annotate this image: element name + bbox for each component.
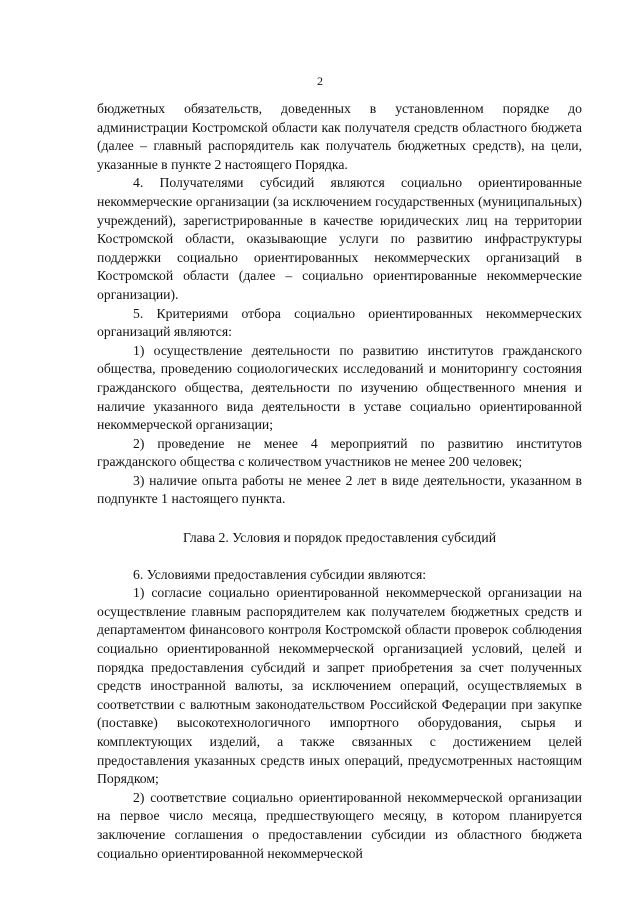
paragraph-item-4: 4. Получателями субсидий являются социально ориентированные некоммерческие организации (за исключением государственных (муниципальных) учреждений), зарегистрированные в качестве юридических лиц на территории Костромской области, оказывающие услуги по развитию инфраструктуры поддержки социально ориентированных некоммерческих организаций в Костромской области (далее – социально ориентированные некоммерческие организации).	[97, 175, 582, 302]
chapter-title: Глава 2. Условия и порядок предоставления субсидий	[182, 530, 497, 546]
document-body	[97, 100, 582, 863]
paragraph-item-5-3: 3) наличие опыта работы не менее 2 лет в виде деятельности, указанном в подпункте 1 настоящего пункта.	[97, 472, 582, 507]
paragraph-item-5-1: 1) осуществление деятельности по развитию институтов гражданского общества, проведению социологических исследований и мониторингу состояния гражданского общества, деятельности по изучению общественного мнения и наличие указанного вида деятельности в уставе социально ориентированной некоммерческой организации;	[97, 342, 582, 433]
paragraph-item-6: 6. Условиями предоставления субсидии являются:	[133, 566, 427, 582]
paragraph-continuation: бюджетных обязательств, доведенных в установленном порядке до администрации Костромской области как получателя средств областного бюджета (далее – главный распорядитель как получатель бюджетных средств), на цели, указанные в пункте 2 настоящего Порядка.	[97, 101, 582, 172]
paragraph-item-6-1: 1) согласие социально ориентированной некоммерческой организации на осуществление главным распорядителем как получателем бюджетных средств и департаментом финансового контроля Костромской области проверок соблюдения социально ориентированной некоммерческой организацией условий, целей и порядка предоставления субсидий и запрет приобретения за счет полученных средств иностранной валюты, за исключением операций, осуществляемых в соответствии с валютным законодательством Российской Федерации при закупке (поставке) высокотехнологичного импортного оборудования, сырья и комплектующих изделий, а также связанных с достижением целей предоставления указанных средств иных операций, предусмотренных настоящим Порядком;	[97, 585, 582, 787]
page-number: 2	[317, 74, 323, 88]
paragraph-item-6-2: 2) соответствие социально ориентированной некоммерческой организации на первое число месяца, предшествующего месяцу, в котором планируется заключение соглашения о предоставлении субсидии из областного бюджета социально ориентированной некоммерческой	[97, 789, 582, 861]
paragraph-item-5-2: 2) проведение не менее 4 мероприятий по развитию институтов гражданского общества с количеством участников не менее 200 человек;	[97, 435, 582, 470]
paragraph-item-5: 5. Критериями отбора социально ориентированных некоммерческих организаций являются:	[97, 305, 582, 340]
